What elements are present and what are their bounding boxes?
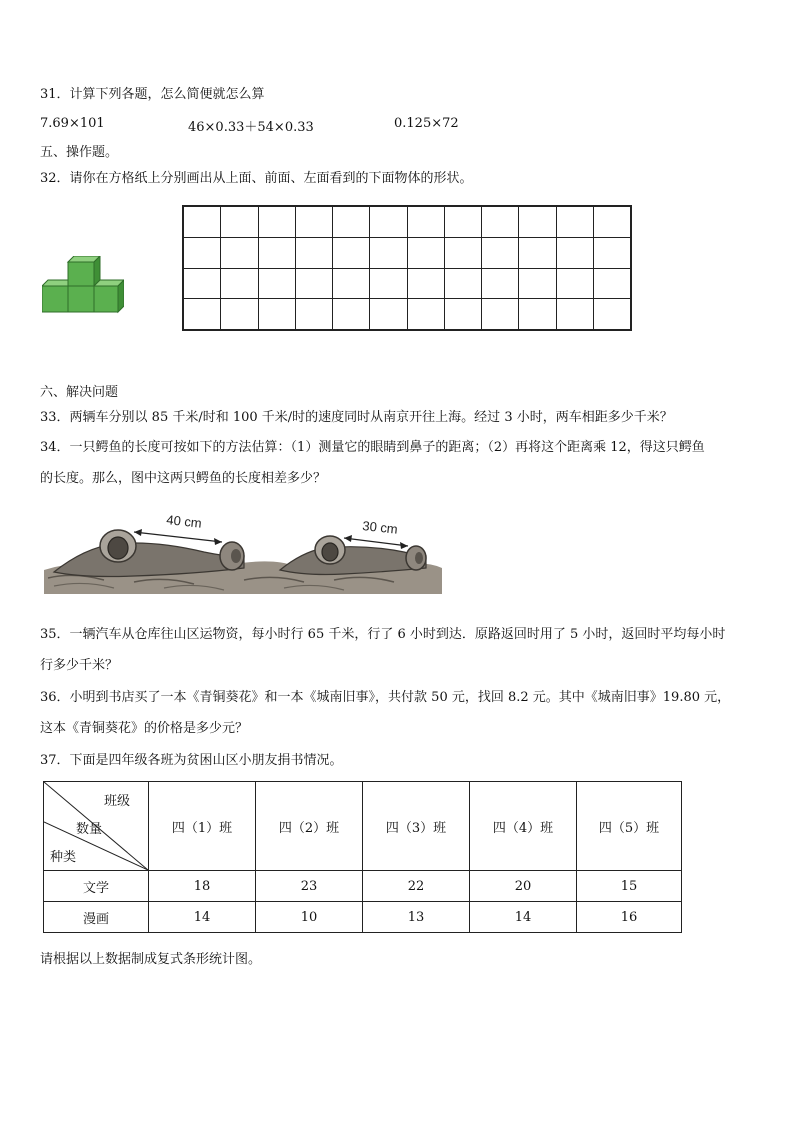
stacked-cubes-figure	[42, 256, 124, 314]
col-header: 四（3）班	[363, 782, 470, 871]
q31-expr-3: 0.125×72	[394, 116, 459, 131]
q31-expr-1: 7.69×101	[40, 116, 105, 131]
section-5-heading: 五、操作题。	[40, 145, 119, 160]
q33-text: 33．两辆车分别以 85 千米/时和 100 千米/时的速度同时从南京开往上海。经过 3 小时，两车相距多少千米？	[40, 410, 673, 425]
q32-title: 32．请你在方格纸上分别画出从上面、前面、左面看到的下面物体的形状。	[40, 171, 473, 186]
table-cell: 22	[363, 871, 470, 902]
table-cell: 14	[470, 902, 577, 933]
donation-table	[43, 781, 682, 933]
croc-2-length-label: 30 cm	[361, 518, 399, 537]
table-cell: 20	[470, 871, 577, 902]
q34-line-2: 的长度。那么，图中这两只鳄鱼的长度相差多少？	[40, 471, 327, 486]
row-label: 漫画	[44, 902, 149, 933]
table-cell: 13	[363, 902, 470, 933]
crocodiles-illustration	[44, 508, 444, 594]
header-qty-label: 数量	[76, 822, 103, 837]
croc-1-length-label: 40 cm	[165, 512, 203, 531]
header-kind-label: 种类	[50, 850, 77, 865]
q35-line-2: 行多少千米？	[40, 658, 119, 673]
q37-title: 37．下面是四年级各班为贫困山区小朋友捐书情况。	[40, 753, 343, 768]
q31-expr-2: 46×0.33＋54×0.33	[188, 120, 314, 135]
col-header: 四（5）班	[577, 782, 682, 871]
col-header: 四（1）班	[149, 782, 256, 871]
table-cell: 15	[577, 871, 682, 902]
table-row	[44, 902, 682, 933]
row-label: 文学	[44, 871, 149, 902]
q37-footer: 请根据以上数据制成复式条形统计图。	[40, 952, 262, 967]
section-6-heading: 六、解决问题	[40, 385, 119, 400]
q36-line-2: 这本《青铜葵花》的价格是多少元？	[40, 721, 249, 736]
table-cell: 16	[577, 902, 682, 933]
q35-line-1: 35．一辆汽车从仓库往山区运物资，每小时行 65 千米，行了 6 小时到达．原路返回时用了 5 小时，返回时平均每小时	[40, 627, 726, 642]
table-cell: 14	[149, 902, 256, 933]
table-row	[44, 871, 682, 902]
header-class-label: 班级	[104, 794, 131, 809]
col-header: 四（2）班	[256, 782, 363, 871]
table-cell: 10	[256, 902, 363, 933]
q36-line-1: 36．小明到书店买了一本《青铜葵花》和一本《城南旧事》，共付款 50 元，找回 8.2 元。其中《城南旧事》19.80 元，	[40, 690, 731, 705]
table-diagonal-header	[44, 782, 149, 871]
q31-title: 31．计算下列各题，怎么简便就怎么算	[40, 87, 265, 102]
table-cell: 18	[149, 871, 256, 902]
q34-line-1: 34．一只鳄鱼的长度可按如下的方法估算：（1）测量它的眼睛到鼻子的距离；（2）再将这个距离乘 12，得这只鳄鱼	[40, 440, 705, 455]
square-grid-paper[interactable]	[182, 205, 632, 331]
table-cell: 23	[256, 871, 363, 902]
col-header: 四（4）班	[470, 782, 577, 871]
